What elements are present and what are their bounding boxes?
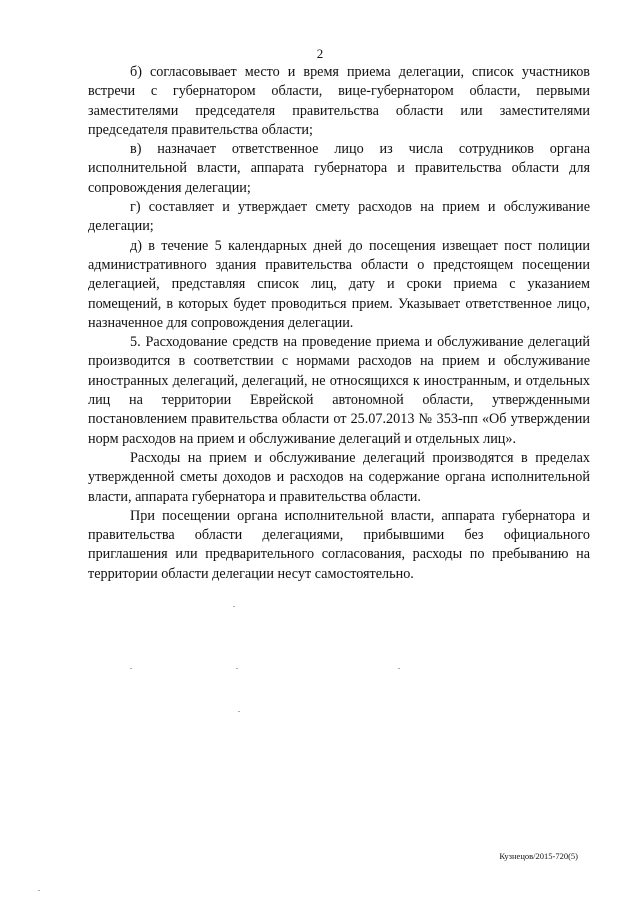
scan-speck — [130, 668, 132, 669]
paragraph-uninvited-delegations: При посещении органа исполнительной власти, аппарата губернатора и правительства области делегациями, прибывшими без официального приглашения или предварительного согласования, расходы по пребыванию на территории области делегации несут самостоятельно. — [88, 507, 590, 582]
paragraph-item-g: г) составляет и утверждает смету расходов на прием и обслуживание делегации; — [88, 199, 590, 235]
paragraph-clause-5: 5. Расходование средств на проведение приема и обслуживание делегаций производится в соответствии с нормами расходов на прием и обслуживание иностранных делегаций, делегаций, не относящихся к иностранным, и отдельных лиц на территории Еврейской автономной области, утвержденными постановлением правительства области от 25.07.2013 № 353-пп «Об утверждении норм расходов на прием и обслуживание делегаций и отдельных лиц». — [88, 334, 590, 447]
document-body — [88, 63, 590, 584]
document-registration-code: Кузнецов/2015-720(5) — [499, 851, 578, 861]
paragraph-item-v: в) назначает ответственное лицо из числа сотрудников органа исполнительной власти, аппарата губернатора и правительства области для сопровождения делегации; — [88, 141, 590, 196]
scan-speck — [398, 668, 400, 669]
scan-speck — [233, 606, 235, 607]
scan-speck — [238, 711, 240, 712]
scan-speck — [236, 668, 238, 669]
page-number: 2 — [316, 46, 324, 61]
paragraph-item-b: б) согласовывает место и время приема делегации, список участников встречи с губернатором области, вице-губернатором области, первыми заместителями председателя правительства области или заместителями председателя правительства области; — [88, 64, 590, 138]
scan-speck — [38, 890, 40, 891]
paragraph-item-d: д) в течение 5 календарных дней до посещения извещает пост полиции административного здания правительства области о предстоящем посещении делегацией, представляя список лиц, дату и сроки приема с указанием помещений, в которых будет проводиться прием. Указывает ответственное лицо, назначенное для сопровождения делегации. — [88, 237, 590, 331]
paragraph-expenses-limit: Расходы на прием и обслуживание делегаций производятся в пределах утвержденной сметы доходов и расходов на содержание органа исполнительной власти, аппарата губернатора и правительства области. — [88, 449, 590, 505]
